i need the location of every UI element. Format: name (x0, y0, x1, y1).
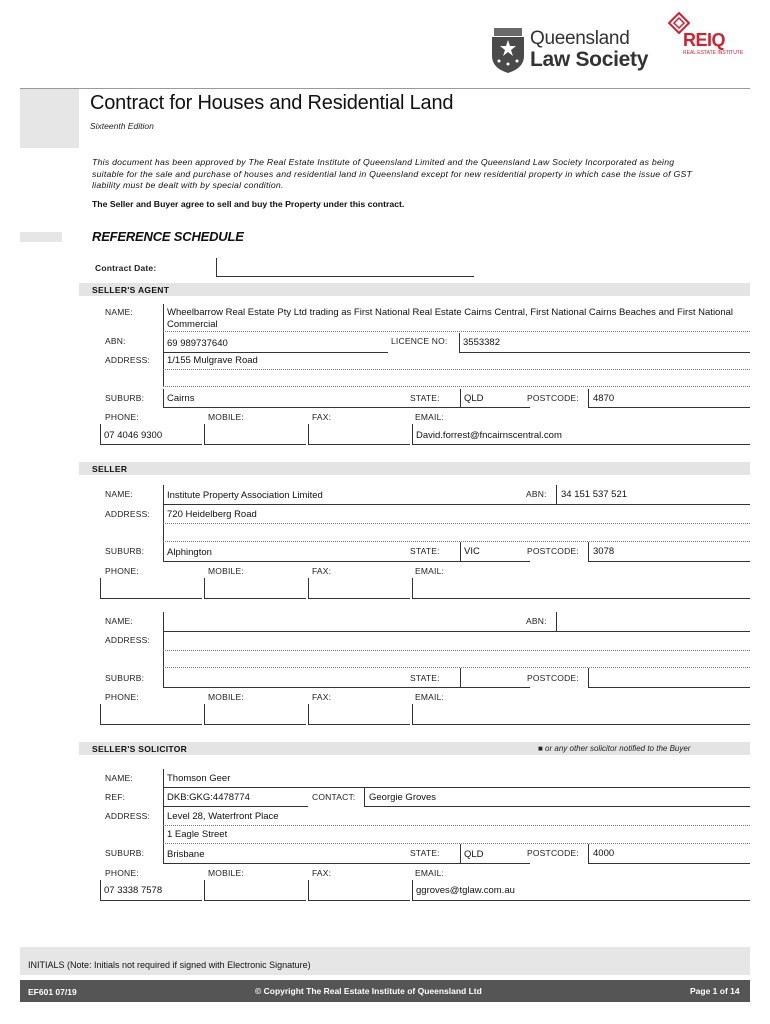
initials-note: INITIALS (Note: Initials not required if signed with Electronic Signature) (28, 960, 311, 970)
seller2-mobile-field[interactable] (204, 704, 306, 725)
seller2-name-label: NAME: (105, 616, 133, 626)
agent-address-rule2 (163, 386, 750, 387)
reiq-logo (666, 12, 746, 72)
solicitor-mobile-label: MOBILE: (208, 868, 244, 878)
seller2-mobile-label: MOBILE: (208, 692, 244, 702)
edition: Sixteenth Edition (90, 121, 154, 131)
title-rule (20, 88, 750, 89)
title-side-strip (20, 88, 79, 148)
solicitor-state-value: QLD (464, 849, 484, 860)
seller-suburb-label: SUBURB: (105, 546, 145, 556)
intro-text: This document has been approved by The Real Estate Institute of Queensland Limited and the Queensland Law Society Incorporated as being suitable for the sale and purchase of houses and residential land in Queensland except for new residential property in which case the issue of GST liability must be dealt with by special condition. (92, 157, 693, 190)
contract-date-label: Contract Date: (95, 263, 157, 273)
seller2-abn-label: ABN: (526, 616, 547, 626)
solicitor-phone-label: PHONE: (105, 868, 139, 878)
solicitor-name-field[interactable] (163, 769, 750, 788)
seller-email-field[interactable] (412, 578, 750, 599)
agent-email-value: David.forrest@fncairnscentral.com (416, 430, 562, 441)
solicitor-mobile-field[interactable] (204, 880, 306, 901)
solicitor-email-value: ggroves@tglaw.com.au (416, 885, 515, 896)
agent-name-vline (163, 304, 164, 334)
seller-address-rule1 (163, 523, 750, 524)
solicitor-phone-value: 07 3338 7578 (104, 885, 163, 896)
solicitor-ref-value: DKB:GKG:4478774 (167, 792, 250, 803)
qls-logo (490, 28, 665, 76)
seller-fax-label: FAX: (312, 566, 332, 576)
agent-email-label: EMAIL: (415, 412, 445, 422)
solicitor-suburb-label: SUBURB: (105, 848, 145, 858)
qls-crest-icon (490, 28, 526, 74)
seller-name-value: Institute Property Association Limited (167, 490, 323, 501)
page-number: Page 1 of 14 (690, 986, 740, 996)
agent-state-label: STATE: (410, 393, 440, 403)
agent-name-label: NAME: (105, 307, 133, 317)
agent-heading: SELLER'S AGENT (92, 285, 170, 295)
seller-phone-label: PHONE: (105, 566, 139, 576)
solicitor-address-line1[interactable]: Level 28, Waterfront Place (167, 811, 279, 822)
solicitor-contact-label: CONTACT: (312, 792, 356, 802)
contract-date-field[interactable] (216, 258, 474, 277)
agent-abn-value: 69 989737640 (167, 338, 228, 349)
agent-licence-label: LICENCE NO: (391, 336, 448, 346)
solicitor-name-label: NAME: (105, 773, 133, 783)
solicitor-fax-field[interactable] (308, 880, 410, 901)
seller-section-bar (79, 462, 750, 475)
solicitor-fax-label: FAX: (312, 868, 332, 878)
seller-mobile-label: MOBILE: (208, 566, 244, 576)
agreement-text: The Seller and Buyer agree to sell and buy the Property under this contract. (92, 199, 405, 209)
agent-postcode-label: POSTCODE: (527, 393, 579, 403)
reiq-subtitle: REAL ESTATE INSTITUTE (683, 50, 744, 56)
agent-address-value[interactable]: 1/155 Mulgrave Road (167, 355, 258, 366)
agent-phone-label: PHONE: (105, 412, 139, 422)
seller2-address-label: ADDRESS: (105, 635, 151, 645)
seller-mobile-field[interactable] (204, 578, 306, 599)
seller-fax-field[interactable] (308, 578, 410, 599)
seller2-name-field[interactable] (163, 612, 558, 632)
seller-email-label: EMAIL: (415, 566, 445, 576)
seller-state-value: VIC (464, 546, 480, 557)
agent-address-label: ADDRESS: (105, 355, 151, 365)
agent-phone-value: 07 4046 9300 (104, 430, 163, 441)
seller-postcode-value: 3078 (593, 546, 615, 557)
seller2-address-rule1 (163, 650, 750, 651)
solicitor-postcode-value: 4000 (593, 848, 615, 859)
seller-address-label: ADDRESS: (105, 509, 151, 519)
seller2-postcode-field[interactable] (588, 668, 750, 688)
agent-licence-field[interactable] (459, 333, 750, 353)
agent-suburb-label: SUBURB: (105, 393, 145, 403)
seller2-state-field[interactable] (460, 668, 530, 688)
seller-postcode-label: POSTCODE: (527, 546, 579, 556)
agent-postcode-value: 4870 (593, 393, 615, 404)
agent-abn-label: ABN: (105, 336, 126, 346)
seller-phone-field[interactable] (100, 578, 202, 599)
agent-name-value[interactable]: Wheelbarrow Real Estate Pty Ltd trading as First National Real Estate Cairns Central, First National Cairns Beaches and First National Commercial (167, 307, 734, 330)
agent-licence-value: 3553382 (463, 337, 500, 348)
agent-fax-label: FAX: (312, 412, 332, 422)
solicitor-heading: SELLER'S SOLICITOR (92, 744, 188, 754)
solicitor-postcode-label: POSTCODE: (527, 848, 579, 858)
page-title: Contract for Houses and Residential Land (90, 92, 454, 114)
seller2-postcode-label: POSTCODE: (527, 673, 579, 683)
agent-mobile-label: MOBILE: (208, 412, 244, 422)
solicitor-note: ■ or any other solicitor notified to the Buyer (538, 744, 691, 753)
seller-state-label: STATE: (410, 546, 440, 556)
solicitor-name-value: Thomson Geer (167, 773, 231, 784)
seller2-state-label: STATE: (410, 673, 440, 683)
agent-state-value: QLD (464, 393, 484, 404)
seller-heading: SELLER (92, 464, 128, 474)
seller2-phone-field[interactable] (100, 704, 202, 725)
qls-name-line2: Law Society (530, 48, 649, 71)
seller2-phone-label: PHONE: (105, 692, 139, 702)
form-code: EF601 07/19 (28, 987, 77, 997)
seller2-abn-field[interactable] (556, 612, 750, 632)
seller2-email-label: EMAIL: (415, 692, 445, 702)
seller2-suburb-label: SUBURB: (105, 673, 145, 683)
agent-name-rule (163, 331, 750, 332)
solicitor-address-rule1 (163, 825, 750, 826)
seller2-fax-label: FAX: (312, 692, 332, 702)
seller-abn-label: ABN: (526, 489, 547, 499)
solicitor-address-label: ADDRESS: (105, 811, 151, 821)
seller-address-value[interactable]: 720 Heidelberg Road (167, 509, 257, 520)
schedule-side-strip (20, 232, 62, 242)
agent-fax-field[interactable] (308, 424, 410, 445)
schedule-title: REFERENCE SCHEDULE (92, 229, 244, 244)
seller2-email-field[interactable] (412, 704, 750, 725)
seller-name-label: NAME: (105, 489, 133, 499)
solicitor-contact-value: Georgie Groves (369, 792, 437, 803)
solicitor-state-label: STATE: (410, 848, 440, 858)
qls-name-line1: Queensland (530, 28, 630, 49)
agent-suburb-value: Cairns (167, 393, 195, 404)
seller2-fax-field[interactable] (308, 704, 410, 725)
solicitor-suburb-value: Brisbane (167, 849, 205, 860)
solicitor-email-label: EMAIL: (415, 868, 445, 878)
reiq-name: REIQ (683, 30, 726, 50)
agent-address-rule1 (163, 369, 750, 370)
seller-suburb-value: Alphington (167, 547, 212, 558)
solicitor-address-line2[interactable]: 1 Eagle Street (167, 829, 228, 840)
agent-section-bar (79, 283, 750, 296)
agent-mobile-field[interactable] (204, 424, 306, 445)
copyright: © Copyright The Real Estate Institute of Queensland Ltd (255, 986, 482, 996)
solicitor-ref-label: REF: (105, 792, 126, 802)
seller-abn-value: 34 151 537 521 (561, 489, 628, 500)
